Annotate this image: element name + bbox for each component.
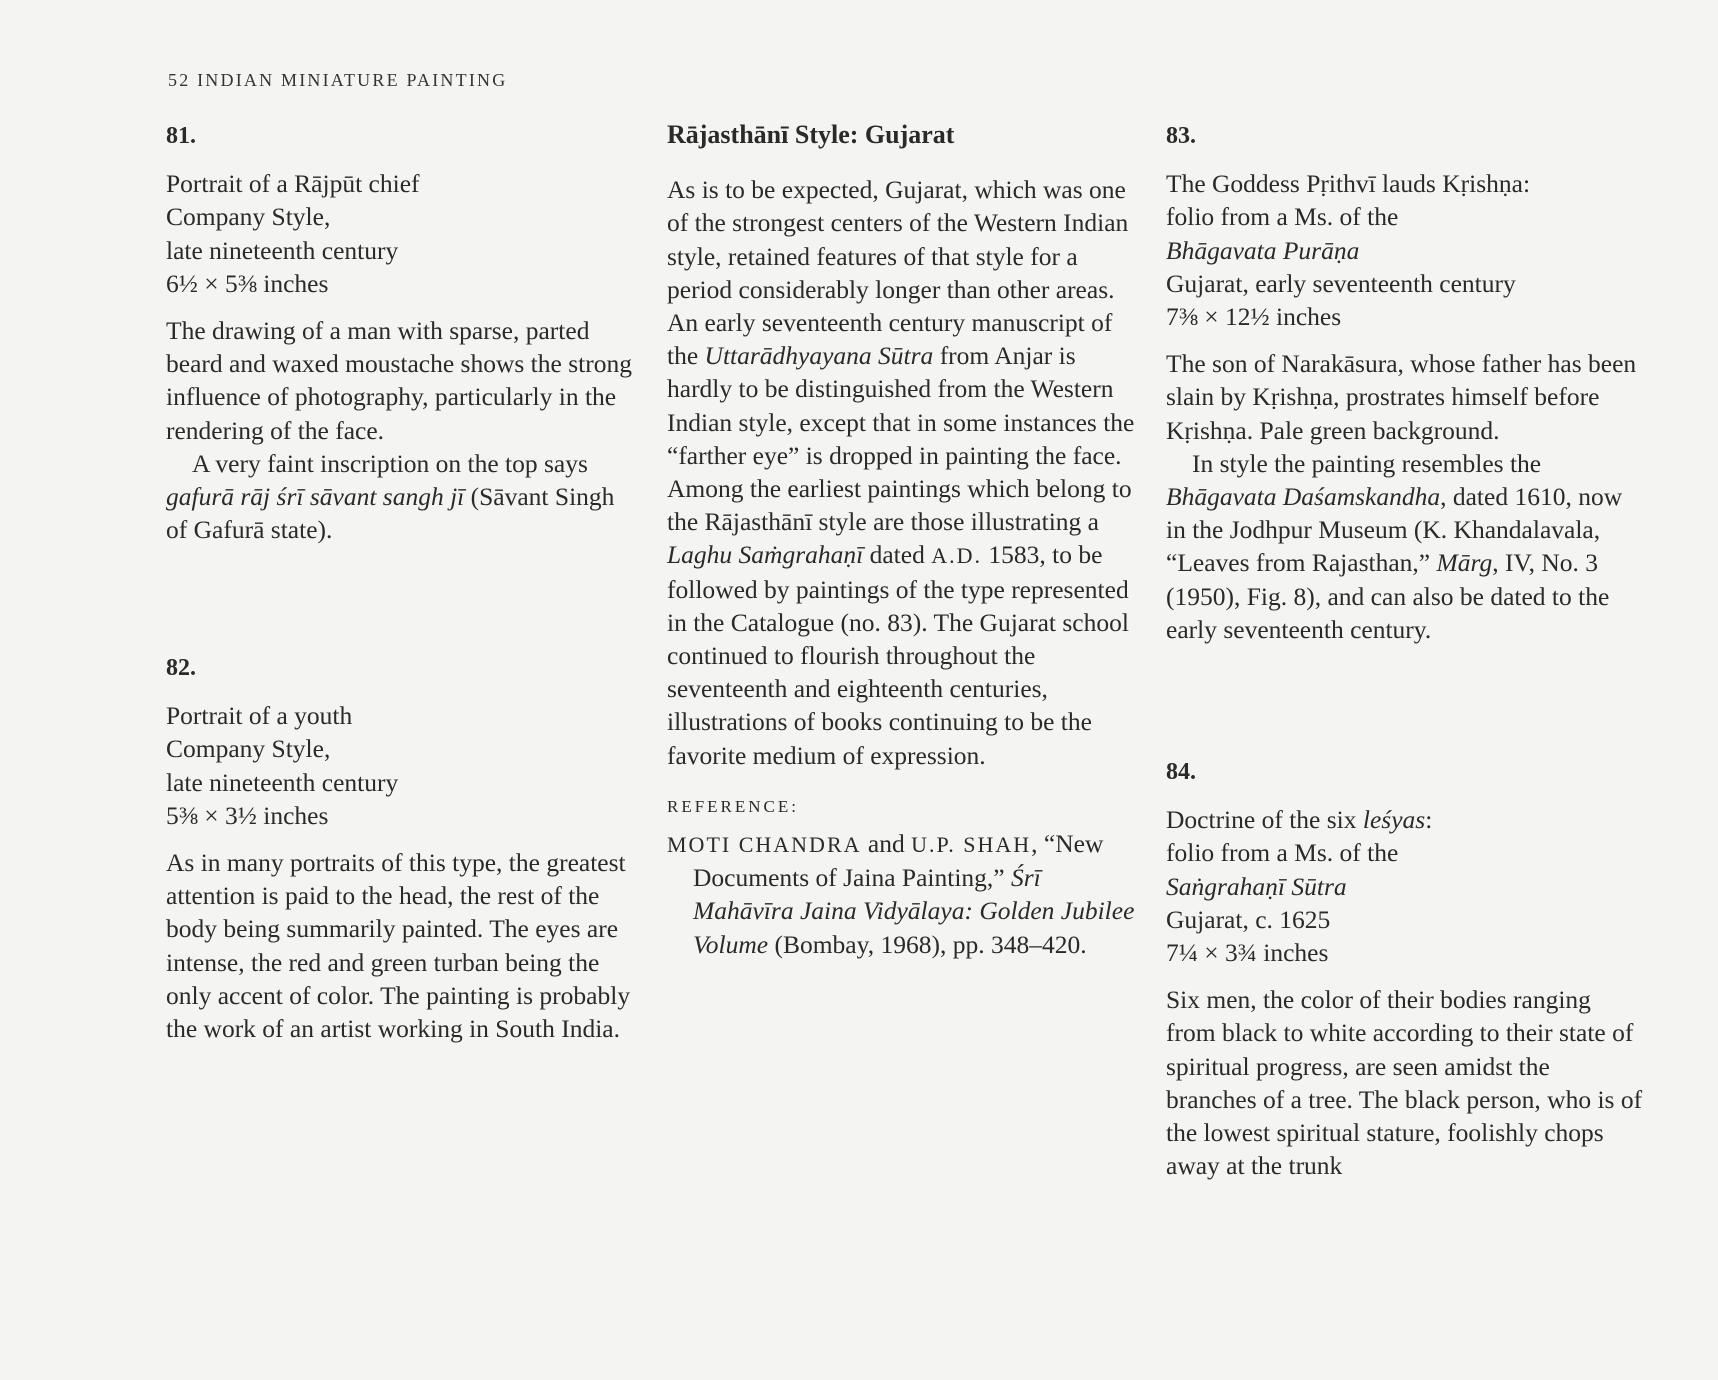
reference-title: , “New Documents of Jaina Painting,” (693, 829, 1104, 893)
entry-83-p2-text-2: , dated 1610, now in the Jodhpur Museum (K. Khandalavala, “Leaves from Rajasthan,” (1166, 482, 1623, 578)
entry-83-p2-italic-1: Bhāgavata Daśamskandha (1166, 482, 1441, 512)
entry-82-style: Company Style, (166, 734, 331, 764)
section-body (667, 173, 1147, 772)
entry-83-title: The Goddess Pṛithvī lauds Kṛishṇa: (1166, 169, 1531, 199)
section-italic-2: Laghu Saṁgrahaṇī (667, 540, 864, 570)
entry-83-number: 83. (1166, 123, 1196, 149)
reference-entry (667, 827, 1147, 961)
column-left-lower (166, 652, 636, 1045)
entry-84-title-colon: : (1425, 805, 1433, 835)
entry-83-paragraph-2 (1166, 447, 1646, 646)
entry-83-place: Gujarat, early seventeenth century (1166, 268, 1516, 298)
entry-84-work: Saṅgrahaṇī Sūtra (1166, 871, 1347, 901)
column-right (1166, 120, 1646, 646)
entry-81-number: 81. (166, 123, 196, 149)
reference-pages: (Bombay, 1968), pp. 348–420. (768, 929, 1087, 959)
entry-81-paragraph-2 (166, 447, 636, 547)
reference-author-1: MOTI CHANDRA (667, 832, 862, 858)
entry-84-folio: folio from a Ms. of the (1166, 838, 1399, 868)
entry-82-size: 5⅜ × 3½ inches (166, 800, 329, 830)
entry-83-p2-italic-2: Mārg (1436, 548, 1493, 578)
entry-81-inscription: gafurā rāj śrī sāvant sangh jī (166, 482, 465, 512)
running-head: 52 INDIAN MINIATURE PAINTING (168, 70, 508, 90)
entry-84-number: 84. (1166, 759, 1196, 785)
entry-84-place: Gujarat, c. 1625 (1166, 904, 1331, 934)
entry-83-paragraph-1: The son of Narakāsura, whose father has been slain by Kṛishṇa, prostrates himself before Kṛishṇa. Pale green background. (1166, 349, 1637, 445)
entry-83-caption (1166, 167, 1646, 333)
entry-81-title: Portrait of a Rājpūt chief (166, 169, 420, 199)
entry-81-p2-tail: (Sāvant Singh of Gafurā state). (166, 482, 615, 545)
entry-82-caption (166, 699, 636, 832)
section-text-1: As is to be expected, Gujarat, which was one of the strongest centers of the Western Indian style, retained features of that style for a period considerably longer than other areas. An early seventeenth century manuscript of the (667, 175, 1129, 371)
entry-81-style: Company Style, (166, 202, 331, 232)
entry-81-date: late nineteenth century (166, 235, 399, 265)
entry-81-paragraph-1: The drawing of a man with sparse, parted beard and waxed moustache shows the strong influence of photography, particularly in the rendering of the face. (166, 316, 632, 445)
entry-83-p2-text: In style the painting resembles the (1192, 448, 1542, 478)
section-heading: Rājasthānī Style: Gujarat (667, 120, 955, 149)
entry-82-number: 82. (166, 655, 196, 681)
entry-83-folio: folio from a Ms. of the (1166, 202, 1399, 232)
entry-82-paragraph-1: As in many portraits of this type, the greatest attention is paid to the head, the rest of the body being summarily painted. The eyes are intense, the red and green turban being the only accent of color. The painting is probably the work of an artist working in South India. (166, 848, 631, 1044)
entry-84-title-italic: leśyas (1362, 805, 1426, 835)
entry-83-size: 7⅜ × 12½ inches (1166, 302, 1342, 332)
entry-81-caption (166, 167, 636, 300)
section-text-2: from Anjar is hardly to be distinguished from the Western Indian style, except that in some instances the “farther eye” is dropped in painting the face. Among the earliest paintings which belong to the Rājasthānī style are those illustrating a (667, 341, 1135, 537)
entry-82-date: late nineteenth century (166, 767, 399, 797)
entry-84-title (1166, 803, 1646, 836)
reference-author-2: U.P. SHAH (911, 832, 1032, 858)
section-text-3: dated (863, 540, 932, 570)
entry-82-title: Portrait of a youth (166, 701, 353, 731)
entry-83-work: Bhāgavata Purāṇa (1166, 235, 1360, 265)
reference-label: REFERENCE: (667, 796, 800, 816)
entry-84-paragraph-1: Six men, the color of their bodies ranging from black to white according to their state of spiritual progress, are seen amidst the branches of a tree. The black person, who is of the lowest spiritual stature, foolishly chops away at the trunk (1166, 985, 1643, 1181)
reference-volume: Śrī Mahāvīra Jaina Vidyālaya: Golden Jubilee Volume (693, 863, 1135, 959)
entry-84-title-text: Doctrine of the six (1166, 805, 1363, 835)
entry-84-size: 7¼ × 3¾ inches (1166, 938, 1329, 968)
section-ad: A.D. (931, 543, 982, 569)
column-middle (667, 118, 1147, 961)
column-left (166, 120, 636, 546)
entry-81-size: 6½ × 5⅜ inches (166, 268, 329, 298)
section-text-4: 1583, to be followed by paintings of the type represented in the Catalogue (no. 83). The Gujarat school continued to flourish throughout the seventeenth and eighteenth centuries, illustrations of books continuing to be the favorite medium of expression. (667, 540, 1129, 770)
entry-84-caption (1166, 803, 1646, 969)
column-right-lower (1166, 756, 1646, 1182)
section-italic-1: Uttarādhyayana Sūtra (704, 341, 934, 371)
entry-83-p2-text-3: , IV, No. 3 (1950), Fig. 8), and can also be dated to the early seventeenth century. (1166, 548, 1610, 644)
reference-and: and (861, 829, 912, 859)
entry-81-p2-text: A very faint inscription on the top says (192, 448, 588, 478)
